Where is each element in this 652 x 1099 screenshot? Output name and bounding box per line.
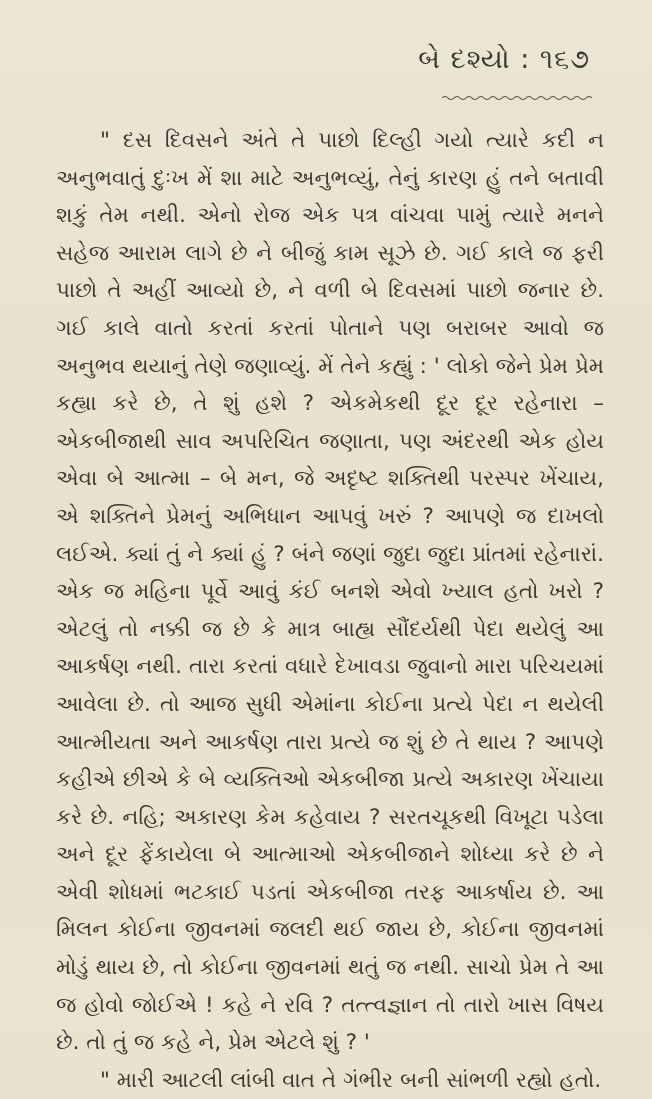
wavy-rule [442,95,592,101]
paragraph-2: " મારી આટલી લાંબી વાત તે ગંભીર બની સાંભળી રહ્યો હતો. [100,1067,602,1093]
paragraph-1: " દસ દિવસને અંતે તે પાછો દિલ્હી ગયો ત્યારે કદી ન અનુભવાતું દુઃખ મેં શા માટે અનુભવ્યું, તેનું કારણ હું તને બતાવી શકું તેમ નથી. એનો રોજ એક પત્ર વાંચવા પામું ત્યારે મનને સહેજ આરામ લાગે છે ને બીજું કામ સૂઝે છે. ગઈ કાલે જ ફરી પાછો તે અહીં આવ્યો છે, ને વળી બે દિવસમાં પાછો જનાર છે. ગઈ કાલે વાતો કરતાં કરતાં પોતાને પણ બરાબર આવો જ અનુભવ થયાનું તેણે જણાવ્યું. મેં તેને કહ્યું : ' લોકો જેને પ્રેમ પ્રેમ કહ્યા કરે છે, તે શું હશે ? એકમેકથી દૂર દૂર રહેનારા – એકબીજાથી સાવ અપરિચિત જણાતા, પણ અંદરથી એક હોય એવા બે આત્મા – બે મન, જે અદૃષ્ટ શક્તિથી પરસ્પર ખેંચાય, એ શક્તિને પ્રેમનું અભિધાન આપવું ખરું ? આપણે જ દાખલો લઈએ. ક્યાં તું ને ક્યાં હું ? બંને જણાં જુદા જુદા પ્રાંતમાં રહેનારાં. એક જ મહિના પૂર્વે આવું કંઈ બનશે એવો ખ્યાલ હતો ખરો ? એટલું તો નક્કી જ છે કે માત્ર બાહ્ય સૌંદર્યથી પેદા થયેલું આ આકર્ષણ નથી. તારા કરતાં વધારે દેખાવડા જુવાનો મારા પરિચયમાં આવેલા છે. તો આજ સુધી એમાંના કોઈના પ્રત્યે પેદા ન થયેલી આત્મીયતા અને આકર્ષણ તારા પ્રત્યે જ શું છે તે થાય ? આપણે કહીએ છીએ કે બે વ્યક્તિઓ એકબીજા પ્રત્યે અકારણ ખેંચાયા કરે છે. નહિ; અકારણ કેમ કહેવાય ? સરતચૂકથી વિખૂટા પડેલા અને દૂર ફેંકાયેલા બે આત્માઓ એકબીજાને શોધ્યા કરે છે ને એવી શોધમાં ભટકાઈ પડતાં એકબીજા તરફ આકર્ષાય છે. આ મિલન કોઈના જીવનમાં જલદી થઈ જાય છે, કોઈના જીવનમાં મોડું થાય છે, તો કોઈના જીવનમાં થતું જ નથી. સાચો પ્રેમ તે આ જ હોવો જોઈએ ! કહે ને રવિ ? તત્ત્વજ્ઞાન તો તારો ખાસ વિષય છે. તો તું જ કહે ને, પ્રેમ એટલે શું ? ' [56,128,604,1056]
body-text [56,122,604,1099]
running-header: બે દશ્યો : ૧૬૭ [418,44,590,75]
